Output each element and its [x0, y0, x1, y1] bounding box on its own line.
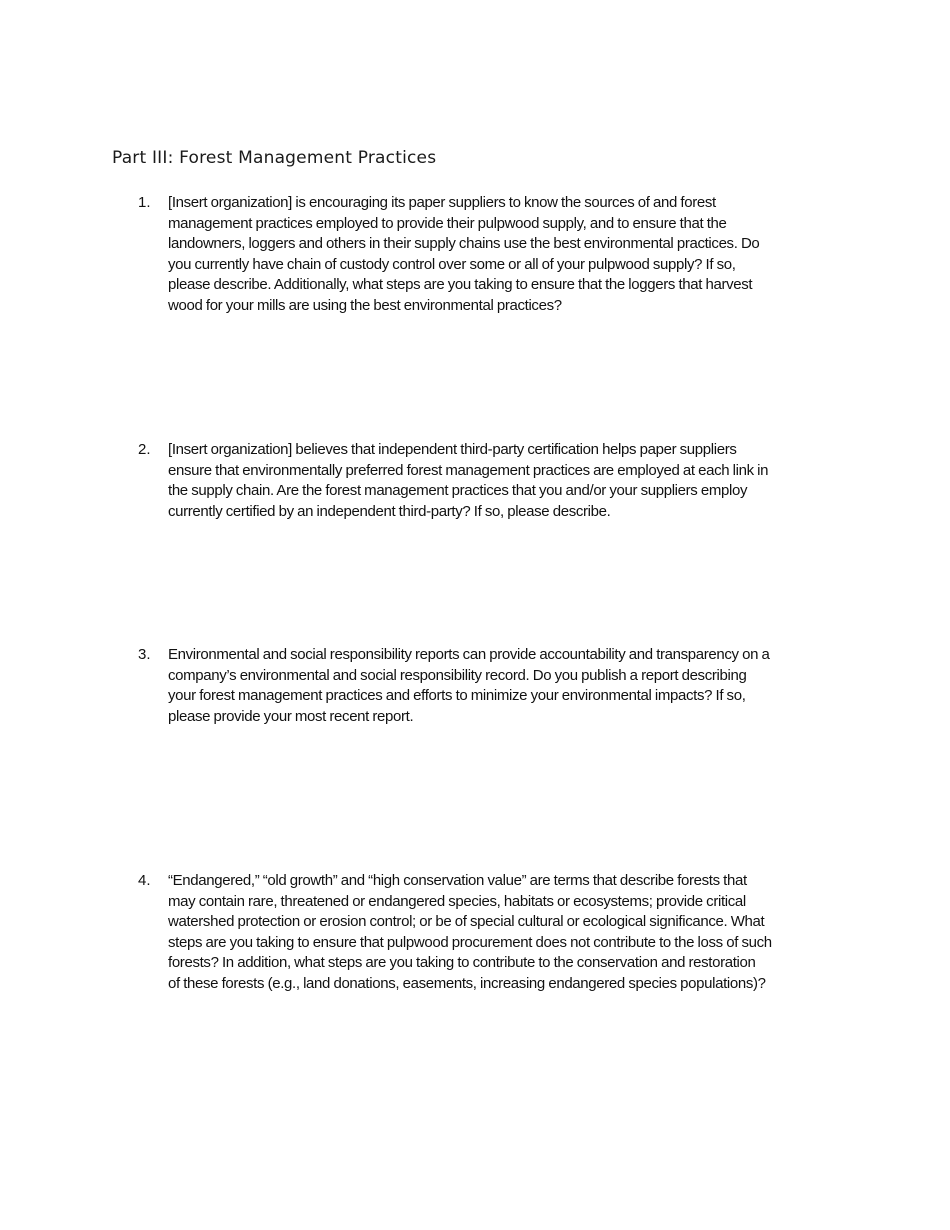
text-line: [Insert organization] is encouraging its paper suppliers to know the sources of and forest [168, 194, 716, 211]
text-line: management practices employed to provide their pulpwood supply, and to ensure that the [168, 214, 727, 232]
text-line: your forest management practices and efforts to minimize your environmental impacts? If so, [168, 687, 746, 705]
text-line: “Endangered,” “old growth” and “high conservation value” are terms that describe forests that [168, 872, 747, 889]
text-line: wood for your mills are using the best environmental practices? [168, 296, 562, 314]
section-heading: Part III: Forest Management Practices [112, 148, 437, 168]
text-line: of these forests (e.g., land donations, easements, increasing endangered species populations)? [168, 974, 766, 992]
text-line: steps are you taking to ensure that pulpwood procurement does not contribute to the loss of such [168, 933, 772, 951]
text-line: watershed protection or erosion control; or be of special cultural or ecological significance. What [168, 913, 765, 931]
question-number: 2. [138, 441, 151, 458]
text-line: company’s environmental and social responsibility record. Do you publish a report describing [168, 666, 747, 684]
text-line: please provide your most recent report. [168, 707, 414, 725]
question-text [168, 193, 838, 317]
question-text [168, 645, 838, 727]
question-number: 3. [138, 646, 151, 663]
text-line: Environmental and social responsibility reports can provide accountability and transparency on a [168, 646, 770, 663]
text-line: landowners, loggers and others in their supply chains use the best environmental practices. Do [168, 235, 760, 253]
question-text [168, 871, 838, 995]
text-line: [Insert organization] believes that independent third-party certification helps paper suppliers [168, 441, 737, 458]
question-number: 1. [138, 194, 151, 211]
text-line: please describe. Additionally, what steps are you taking to ensure that the loggers that harvest [168, 276, 753, 294]
text-line: the supply chain. Are the forest management practices that you and/or your suppliers employ [168, 482, 748, 500]
text-line: ensure that environmentally preferred forest management practices are employed at each link in [168, 461, 769, 479]
text-line: currently certified by an independent third-party? If so, please describe. [168, 502, 611, 520]
text-line: may contain rare, threatened or endangered species, habitats or ecosystems; provide critical [168, 892, 746, 910]
question-number: 4. [138, 872, 151, 889]
question-text [168, 440, 838, 522]
text-line: forests? In addition, what steps are you taking to contribute to the conservation and restoration [168, 954, 756, 972]
text-line: you currently have chain of custody control over some or all of your pulpwood supply? If so, [168, 255, 736, 273]
